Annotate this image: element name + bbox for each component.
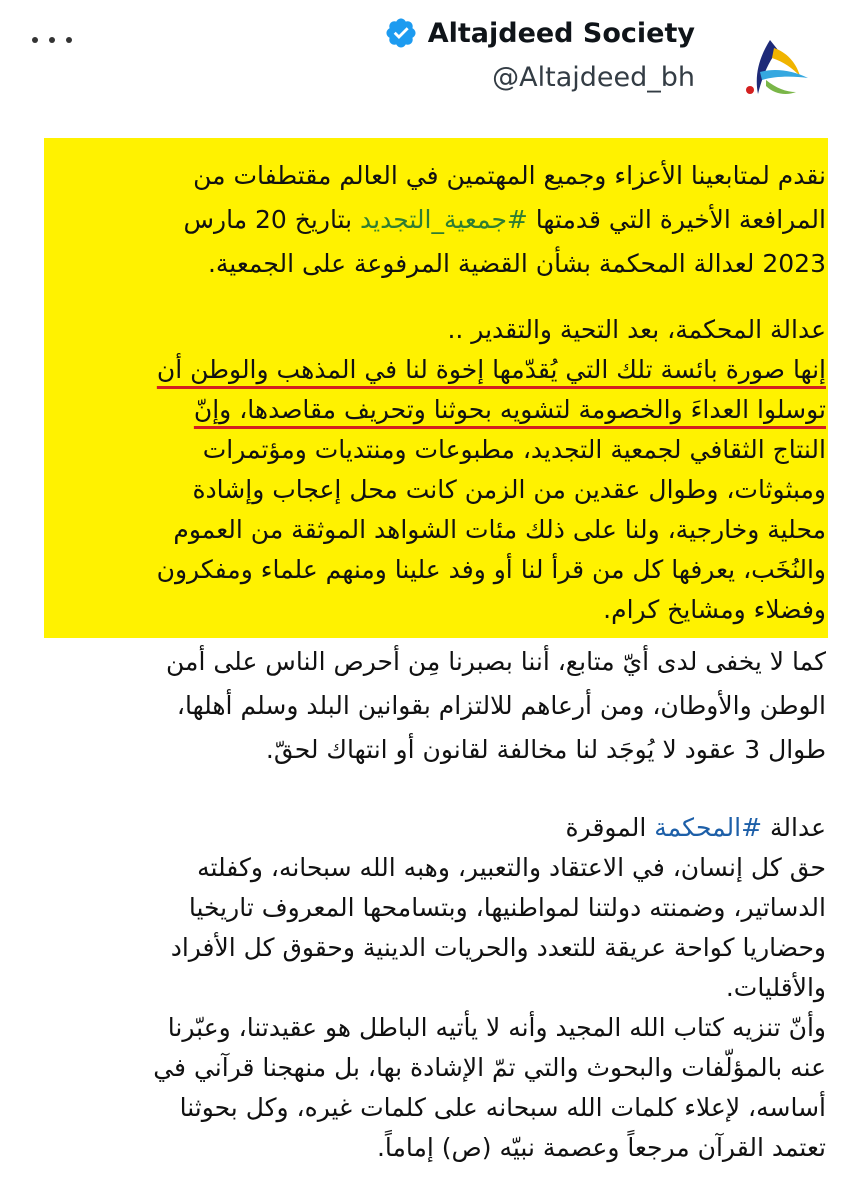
text-line: عدالة المحكمة، بعد التحية والتقدير .. bbox=[447, 315, 826, 344]
text-line bbox=[26, 198, 826, 242]
avatar[interactable] bbox=[730, 22, 822, 114]
user-handle[interactable]: @Altajdeed_bh bbox=[492, 62, 695, 93]
hashtag-link[interactable]: #المحكمة bbox=[654, 813, 763, 842]
text-line: محلية وخارجية، ولنا على ذلك مئات الشواهد الموثقة من العموم bbox=[173, 515, 826, 544]
verified-badge-icon bbox=[384, 16, 418, 50]
hashtag-link[interactable]: #جمعية_التجديد bbox=[360, 205, 528, 234]
text-line: 2023 لعدالة المحكمة بشأن القضية المرفوعة على الجمعية. bbox=[207, 249, 826, 278]
text-line: وحضاريا كواحة عريقة للتعدد والحريات الدينية وحقوق كل الأفراد bbox=[170, 933, 826, 962]
text-line bbox=[26, 808, 826, 848]
text-line: وفضلاء ومشايخ كرام. bbox=[603, 595, 826, 624]
text-line: تعتمد القرآن مرجعاً وعصمة نبيّه (ص) إماماً. bbox=[376, 1133, 826, 1162]
text-line: والنُخَب، يعرفها كل من قرأ لنا أو وفد علينا ومنهم علماء ومفكرون bbox=[156, 555, 826, 584]
paragraph-intro bbox=[26, 154, 826, 286]
text-line: الوطن والأوطان، ومن أرعاهم للالتزام بقوانين البلد وسلم أهلها، bbox=[176, 691, 826, 720]
text-line: والأقليات. bbox=[725, 973, 826, 1002]
text-line: ومبثوثات، وطوال عقدين من الزمن كانت محل إعجاب وإشادة bbox=[192, 475, 826, 504]
text-line: كما لا يخفى لدى أيّ متابع، أننا بصبرنا مِن أحرص الناس على أمن bbox=[166, 647, 826, 676]
text-run: المرافعة الأخيرة التي قدمتها bbox=[527, 205, 826, 234]
text-line: أساسه، لإعلاء كلمات الله سبحانه على كلمات غيره، وكل بحوثنا bbox=[179, 1093, 826, 1122]
underlined-line: توسلوا العداءَ والخصومة لتشويه بحوثنا وتحريف مقاصدها، وإنّ bbox=[193, 395, 826, 424]
paragraph-address bbox=[26, 310, 826, 630]
display-name[interactable]: Altajdeed Society bbox=[427, 17, 695, 49]
text-line: طوال 3 عقود لا يُوجَد لنا مخالفة لقانون أو انتهاك لحقّ. bbox=[265, 735, 826, 764]
paragraph-security bbox=[26, 640, 826, 772]
paragraph-rights bbox=[26, 808, 826, 1168]
text-run: بتاريخ 20 مارس bbox=[183, 205, 361, 234]
text-run: عدالة bbox=[762, 813, 826, 842]
tweet-header bbox=[0, 0, 850, 120]
more-horizontal-icon[interactable] bbox=[28, 28, 76, 52]
text-line: النتاج الثقافي لجمعية التجديد، مطبوعات ومنتديات ومؤتمرات bbox=[202, 435, 826, 464]
author-name-row[interactable] bbox=[384, 16, 695, 50]
text-line: حق كل إنسان، في الاعتقاد والتعبير، وهبه الله سبحانه، وكفلته bbox=[197, 853, 826, 882]
underlined-line: إنها صورة بائسة تلك التي يُقدّمها إخوة لنا في المذهب والوطن أن bbox=[156, 355, 826, 384]
text-line: وأنّ تنزيه كتاب الله المجيد وأنه لا يأتيه الباطل هو عقيدتنا، وعبّرنا bbox=[167, 1013, 826, 1042]
text-line: عنه بالمؤلّفات والبحوث والتي تمّ الإشادة بها، بل منهجنا قرآني في bbox=[153, 1053, 826, 1082]
text-line: نقدم لمتابعينا الأعزاء وجميع المهتمين في العالم مقتطفات من bbox=[193, 161, 826, 190]
text-line: الدساتير، وضمنته دولتنا لمواطنيها، وبتسامحها المعروف تاريخيا bbox=[188, 893, 826, 922]
text-run: الموقرة bbox=[565, 813, 655, 842]
